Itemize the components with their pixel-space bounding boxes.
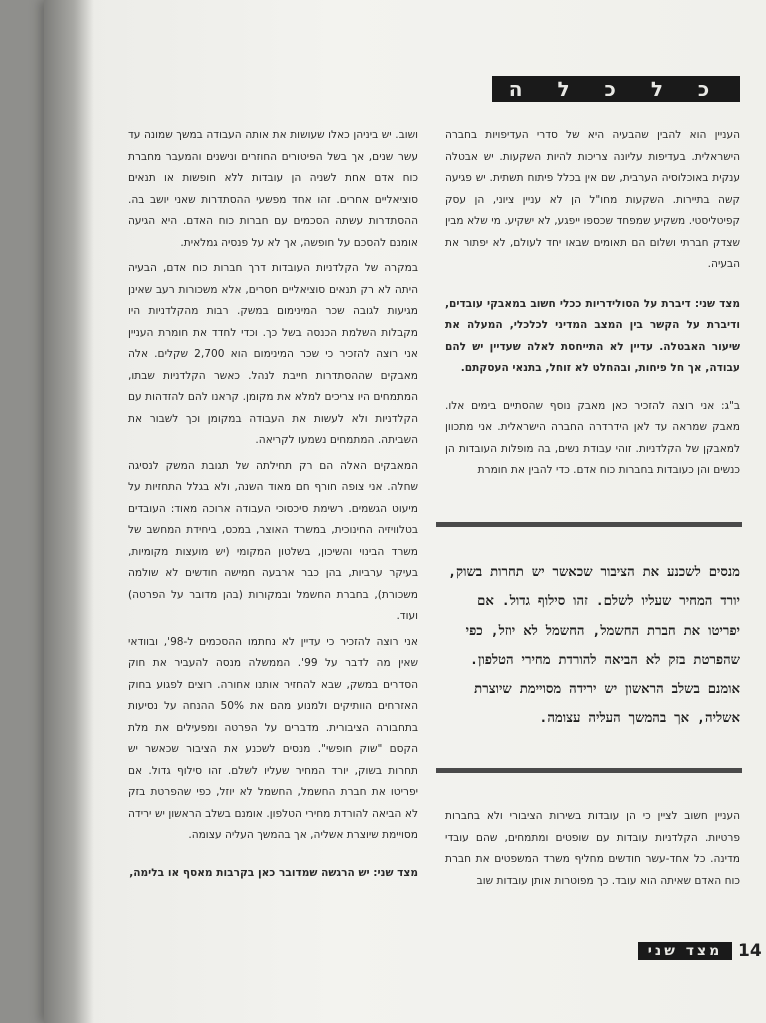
- paragraph: המאבקים האלה הם רק תחילתה של תגובת המשק לנסיגה שחלה. אני צופה חורף חם מאוד השנה, ולא בגלל התחזיות על מיעוט הגשמים. רשימת סיכסוכי העבודה ארוכה מאוד: העובדים בטלוויזיה החינוכית, במשרד האוצר, במכס, ביחידת המחשב של משרד הבינוי והשיכון, בשלטון המקומי (יש מועצות מקומיות, בעיקר ערביות, בהן כבר ארבעה חמישה חודשים לא שולמה משכורת), בחברת החשמל ובמקורות (בהן מדובר על הפרטה) ועוד.: [128, 459, 418, 622]
- section-title-banner: [492, 76, 740, 102]
- spacer: [445, 384, 740, 392]
- right-column-continued: [445, 806, 740, 896]
- paragraph: ב"ג: אני רוצה להזכיר כאן מאבק נוסף שהסתיים בימים אלו. מאבק שמראה עד לאן הידרדרה החברה הישראלית. אני מתכוון למאבקן של הקלדניות. זוהי עבודת נשים, בה מופלות העובדות הן כנשים והן כעובדות בחברות כוח אדם. כדי להבין את חומרת: [445, 399, 740, 476]
- right-column: [445, 125, 740, 486]
- pull-quote: מנסים לשכנע את הציבור שכאשר יש תחרות בשוק, יורד המחיר שעליו לשלם. זהו סילוף גדול. אם יפריטו את חברת החשמל, החשמל לא יוזל, כפי שהפרטת בזק לא הביאה להורדת מחירי הטלפון. אומנם בשלב הראשון יש ירידה מסויימת שיוצרת אשליה, אך בהמשך העליה עצומה.: [448, 565, 740, 727]
- interviewer-question: מצד שני: דיברת על הסולידריות ככלי חשוב במאבקי עובדים, ודיברת על הקשר בין המצב המדיני לכלכלי, המעלה את שיעור האבטלה. עדיין לא התייחסת לאלה שעדיין יש להם עבודה, אך חל פיחות, ובהחלט לא זוחל, בתנאי העסקתם.: [445, 297, 740, 374]
- pull-quote-top-rule: [436, 522, 742, 527]
- page-footer: [638, 940, 762, 962]
- paragraph: במקרה של הקלדניות העובדות דרך חברות כוח אדם, הבעיה היתה לא רק תנאים סוציאליים חסרים, אלא משכורות רעב שאינן מגיעות לגובה שכר המינימום במשק. רבות מהקלדניות היו מקבלות השלמת הכנסה בשל כך. וכדי לחדד את חומרת העניין אני רוצה להזכיר כי שכר המינימום הוא 2,700 שקלים. אלה מאבקים שההסתדרות חייבת לנהל. כאשר הקלדניות שבתו, המתמחים היו צריכים למלא את מקומן. קראנו להם להזדהות עם הקלדניות ולא לעשות את העבודה במקומן וכך לשבור את השביתה. המתמחים נשמעו לקריאה.: [128, 262, 418, 446]
- spacer: [128, 851, 418, 859]
- paragraph: העניין חשוב לציין כי הן עובדות בשירות הציבורי ולא בחברות פרטיות. הקלדניות עובדות עם שופטים ומתמחים, שהם עובדי מדינה. כל אחד-עשר חודשים מחליף משרד המשפטים את חברת כוח האדם שאיתה הוא עובד. כך מפוטרות אותן עובדות שוב: [445, 810, 740, 887]
- magazine-page: [44, 0, 766, 1023]
- book-spine-shadow: [44, 0, 94, 1023]
- section-title: כ ל כ ל ה: [508, 77, 724, 101]
- page-number: 14: [738, 941, 762, 961]
- paragraph: העניין הוא להבין שהבעיה היא של סדרי העדיפויות בחברה הישראלית. בעדיפות עליונה צריכות להיות השקעות. יש אבטלה ענקית באוכלוסיה הערבית, שם אין בכלל פיתוח תשתית. יש פגיעה קשה בתיירות. השקעות מחו"ל הן לא עניין ציוני, הן עסק קפיטליסטי. משקיע שמפחד שכספו ייפגע, לא ישקיע. מי שלא מבין שצדק חברתי ושלום הם תאומים שבאו יחד לעולם, לא יפתור את הבעיה.: [445, 129, 740, 270]
- section-tag: מצד שני: [638, 942, 732, 960]
- paragraph: ושוב. יש ביניהן כאלו שעושות את אותה העבודה במשך שמונה עד עשר שנים, אך בשל הפיטורים החוזרים ונישנים והמעבר מחברת כוח אדם אחת לשניה הן עובדות ללא חופשות או תנאים סוציאליים אחרים. זהו אחד מפשעי ההסתדרות שאני יושב בה. ההסתדרות עשתה הסכמים עם חברות כוח האדם. היא הגיעה אומנם להסכם על חופשה, אך לא על פנסיה גמלאית.: [128, 129, 418, 249]
- interviewer-question: מצד שני: יש הרגשה שמדובר כאן בקרבות מאסף או בלימה,: [129, 866, 418, 879]
- spacer: [445, 280, 740, 290]
- paragraph: אני רוצה להזכיר כי עדיין לא נחתמו ההסכמים ל-98', ובוודאי שאין מה לדבר על 99'. הממשלה מנסה להעביר את חוק הסדרים במשק, שבא להחזיר אותנו אחורה. רוצים לפגוע בחוק האזרחים הוותיקים ולמנוע מהם את 50% ההנחה על נסיעות בתחבורה הציבורית. מדברים על הפרטה ומפעילים את מלת הקסם "שוק חופשי". מנסים לשכנע את הציבור שכאשר יש תחרות בשוק, יורד המחיר שעליו לשלם. זהו סילוף גדול. אם יפריטו את חברת החשמל, החשמל לא יוזל, כפי שהפרטת בזק לא הביאה להורדת מחירי הטלפון. אומנם בשלב הראשון יש ירידה מסויימת שיוצרת אשליה, אך בהמשך העליה עצומה.: [128, 635, 418, 841]
- left-column: [128, 125, 418, 888]
- pull-quote-bottom-rule: [436, 768, 742, 773]
